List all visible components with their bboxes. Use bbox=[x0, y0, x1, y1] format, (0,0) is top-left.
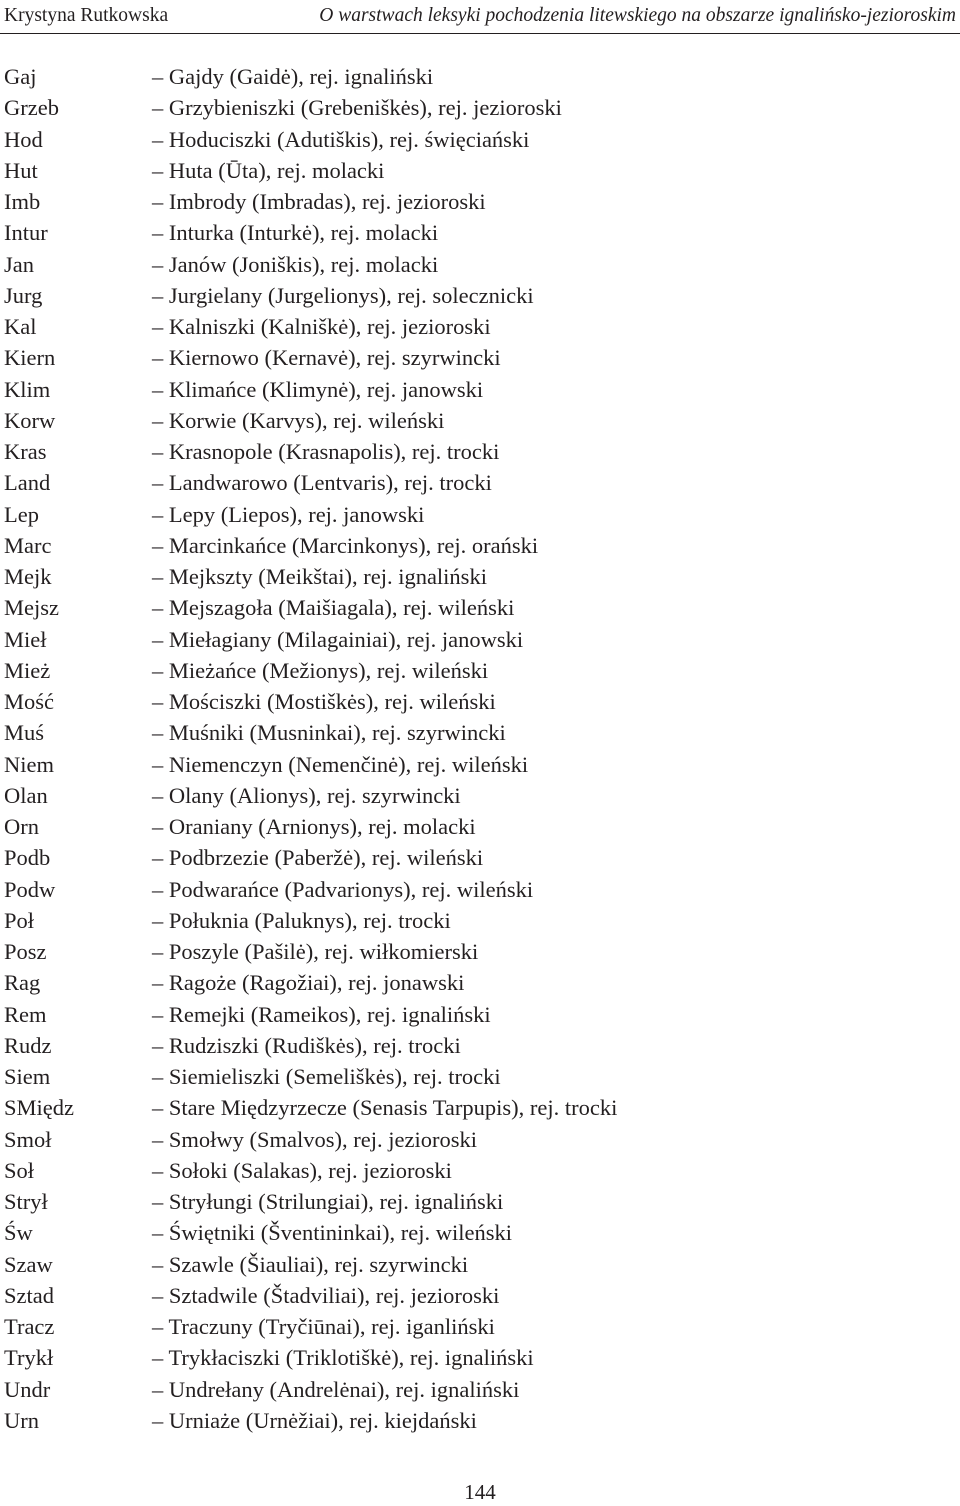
entry-abbreviation: Strył bbox=[4, 1189, 48, 1214]
list-item bbox=[0, 717, 960, 748]
list-item bbox=[0, 61, 960, 92]
list-item bbox=[0, 1061, 960, 1092]
entry-abbreviation: Kras bbox=[4, 439, 47, 464]
list-item bbox=[0, 655, 960, 686]
entry-place-name: – Poszyle (Pašilė), rej. wiłkomierski bbox=[152, 939, 479, 964]
list-item bbox=[0, 1186, 960, 1217]
entry-abbreviation: Muś bbox=[4, 720, 45, 746]
list-item bbox=[0, 686, 960, 717]
entry-abbreviation: Św bbox=[4, 1220, 33, 1246]
entry-place-name: – Ragoże (Ragožiai), rej. jonawski bbox=[152, 970, 465, 996]
entry-place-name: – Smołwy (Smalvos), rej. jezioroski bbox=[152, 1126, 477, 1152]
list-item bbox=[0, 999, 960, 1030]
list-item bbox=[0, 874, 960, 905]
entry-place-name: – Siemieliszki (Semeliškės), rej. trocki bbox=[152, 1064, 501, 1089]
list-item bbox=[0, 280, 960, 311]
list-item bbox=[0, 842, 960, 873]
entry-place-name: – Mejszagoła (Maišiagala), rej. wileński bbox=[152, 595, 515, 621]
list-item bbox=[0, 405, 960, 436]
entry-place-name: – Lepy (Liepos), rej. janowski bbox=[152, 501, 425, 527]
list-item bbox=[0, 499, 960, 530]
entry-abbreviation: Szaw bbox=[4, 1251, 53, 1277]
entry-place-name: – Mościszki (Mostiškės), rej. wileński bbox=[152, 689, 496, 714]
entry-place-name: – Klimańce (Klimynė), rej. janowski bbox=[152, 376, 484, 402]
entry-place-name: – Janów (Joniškis), rej. molacki bbox=[152, 251, 439, 277]
entry-place-name: – Grzybieniszki (Grebeniškės), rej. jezioroski bbox=[152, 95, 562, 121]
list-item bbox=[0, 1311, 960, 1342]
entry-place-name: – Sołoki (Salakas), rej. jezioroski bbox=[152, 1157, 452, 1183]
entry-place-name: – Urniaże (Urnėžiai), rej. kiejdański bbox=[152, 1407, 477, 1433]
entry-abbreviation: Intur bbox=[4, 220, 48, 246]
list-item bbox=[0, 592, 960, 623]
entry-place-name: – Świętniki (Šventininkai), rej. wileński bbox=[152, 1220, 512, 1246]
list-item bbox=[0, 217, 960, 248]
entry-abbreviation: Urn bbox=[4, 1407, 39, 1433]
entry-place-name: – Olany (Alionys), rej. szyrwincki bbox=[152, 782, 461, 808]
list-item bbox=[0, 780, 960, 811]
entry-abbreviation: Jan bbox=[4, 251, 34, 277]
list-item bbox=[0, 967, 960, 998]
entry-place-name: – Mejkszty (Meikštai), rej. ignaliński bbox=[152, 564, 487, 589]
list-item bbox=[0, 311, 960, 342]
entry-abbreviation: Hut bbox=[4, 157, 38, 183]
list-item bbox=[0, 186, 960, 217]
entry-abbreviation: Marc bbox=[4, 532, 52, 558]
list-item bbox=[0, 811, 960, 842]
entry-place-name: – Sztadwile (Štadviliai), rej. jezioroski bbox=[152, 1282, 500, 1308]
abbreviation-list bbox=[0, 61, 960, 1436]
page-number: 144 bbox=[464, 1480, 496, 1504]
entry-place-name: – Podbrzezie (Paberžė), rej. wileński bbox=[152, 845, 484, 871]
entry-place-name: – Miełagiany (Milagainiai), rej. janowski bbox=[152, 626, 524, 652]
entry-abbreviation: Mieł bbox=[4, 626, 47, 652]
entry-abbreviation: Kiern bbox=[4, 345, 56, 371]
list-item bbox=[0, 1342, 960, 1373]
entry-place-name: – Jurgielany (Jurgelionys), rej. solecznicki bbox=[152, 282, 534, 308]
list-item bbox=[0, 936, 960, 967]
list-item bbox=[0, 467, 960, 498]
entry-place-name: – Podwarańce (Padvarionys), rej. wileński bbox=[152, 876, 534, 902]
entry-abbreviation: Rag bbox=[4, 970, 41, 996]
entry-abbreviation: Grzeb bbox=[4, 95, 59, 121]
list-item bbox=[0, 1217, 960, 1248]
entry-abbreviation: Tracz bbox=[4, 1314, 55, 1339]
entry-place-name: – Huta (Ūta), rej. molacki bbox=[152, 157, 385, 183]
list-item bbox=[0, 749, 960, 780]
list-item bbox=[0, 1405, 960, 1436]
entry-abbreviation: Undr bbox=[4, 1376, 51, 1402]
list-item bbox=[0, 1124, 960, 1155]
entry-abbreviation: Soł bbox=[4, 1157, 35, 1183]
entry-place-name: – Szawle (Šiauliai), rej. szyrwincki bbox=[152, 1251, 469, 1277]
entry-abbreviation: Klim bbox=[4, 376, 51, 402]
entry-place-name: – Niemenczyn (Nemenčinė), rej. wileński bbox=[152, 751, 529, 777]
entry-place-name: – Gajdy (Gaidė), rej. ignaliński bbox=[152, 64, 434, 89]
list-item bbox=[0, 374, 960, 405]
entry-abbreviation: Mejk bbox=[4, 564, 52, 589]
list-item bbox=[0, 1155, 960, 1186]
entry-abbreviation: Siem bbox=[4, 1064, 51, 1089]
list-item bbox=[0, 561, 960, 592]
entry-abbreviation: Podb bbox=[4, 845, 51, 871]
entry-abbreviation: Smoł bbox=[4, 1126, 52, 1152]
entry-place-name: – Stryłungi (Strilungiai), rej. ignaliński bbox=[152, 1189, 504, 1214]
entry-abbreviation: Niem bbox=[4, 751, 54, 777]
entry-abbreviation: Gaj bbox=[4, 64, 37, 89]
entry-place-name: – Połuknia (Paluknys), rej. trocki bbox=[152, 907, 451, 933]
entry-abbreviation: Mość bbox=[4, 689, 54, 714]
entry-place-name: – Korwie (Karvys), rej. wileński bbox=[152, 407, 445, 433]
entry-place-name: – Undrełany (Andrelėnai), rej. ignaliński bbox=[152, 1376, 520, 1402]
entry-abbreviation: Jurg bbox=[4, 282, 43, 308]
entry-abbreviation: Orn bbox=[4, 814, 39, 839]
list-item bbox=[0, 530, 960, 561]
entry-abbreviation: Sztad bbox=[4, 1282, 54, 1308]
list-item bbox=[0, 124, 960, 155]
entry-place-name: – Stare Międzyrzecze (Senasis Tarpupis), rej. trocki bbox=[152, 1095, 618, 1121]
entry-place-name: – Rudziszki (Rudiškės), rej. trocki bbox=[152, 1032, 461, 1058]
list-item bbox=[0, 249, 960, 280]
entry-abbreviation: Kal bbox=[4, 314, 37, 339]
entry-place-name: – Oraniany (Arnionys), rej. molacki bbox=[152, 814, 476, 839]
list-item bbox=[0, 1280, 960, 1311]
entry-abbreviation: Land bbox=[4, 470, 51, 496]
entry-abbreviation: SMiędz bbox=[4, 1095, 74, 1121]
entry-place-name: – Remejki (Rameikos), rej. ignaliński bbox=[152, 1001, 491, 1027]
list-item bbox=[0, 624, 960, 655]
entry-abbreviation: Posz bbox=[4, 939, 47, 964]
entry-place-name: – Hoduciszki (Adutiškis), rej. święciański bbox=[152, 126, 530, 152]
list-item bbox=[0, 155, 960, 186]
running-head-title: O warstwach leksyki pochodzenia litewskiego na obszarze ignalińsko-jezioroskim bbox=[319, 5, 956, 26]
entry-place-name: – Kalniszki (Kalniškė), rej. jezioroski bbox=[152, 314, 491, 339]
entry-place-name: – Trykłaciszki (Triklotiškė), rej. ignaliński bbox=[152, 1345, 534, 1371]
entry-place-name: – Landwarowo (Lentvaris), rej. trocki bbox=[152, 470, 492, 496]
running-head-author: Krystyna Rutkowska bbox=[4, 5, 169, 26]
entry-abbreviation: Podw bbox=[4, 876, 56, 902]
entry-place-name: – Kiernowo (Kernavė), rej. szyrwincki bbox=[152, 345, 501, 371]
entry-abbreviation: Hod bbox=[4, 126, 43, 152]
list-item bbox=[0, 436, 960, 467]
entry-abbreviation: Olan bbox=[4, 782, 48, 808]
list-item bbox=[0, 1249, 960, 1280]
entry-abbreviation: Imb bbox=[4, 189, 41, 214]
entry-abbreviation: Mież bbox=[4, 657, 51, 683]
list-item bbox=[0, 92, 960, 123]
entry-abbreviation: Mejsz bbox=[4, 595, 59, 621]
entry-abbreviation: Rudz bbox=[4, 1032, 52, 1058]
list-item bbox=[0, 905, 960, 936]
entry-place-name: – Traczuny (Tryčiūnai), rej. iganliński bbox=[152, 1314, 495, 1339]
entry-abbreviation: Lep bbox=[4, 501, 39, 527]
entry-abbreviation: Poł bbox=[4, 907, 35, 933]
entry-abbreviation: Rem bbox=[4, 1001, 47, 1027]
entry-place-name: – Krasnopole (Krasnapolis), rej. trocki bbox=[152, 439, 500, 464]
entry-place-name: – Marcinkańce (Marcinkonys), rej. orański bbox=[152, 532, 539, 558]
list-item bbox=[0, 342, 960, 373]
entry-abbreviation: Korw bbox=[4, 407, 56, 433]
entry-place-name: – Muśniki (Musninkai), rej. szyrwincki bbox=[152, 720, 506, 746]
entry-place-name: – Mieżańce (Mežionys), rej. wileński bbox=[152, 657, 489, 683]
list-item bbox=[0, 1030, 960, 1061]
entry-place-name: – Inturka (Inturkė), rej. molacki bbox=[152, 220, 439, 246]
list-item bbox=[0, 1092, 960, 1123]
entry-abbreviation: Trykł bbox=[4, 1345, 54, 1371]
header-rule bbox=[0, 33, 960, 34]
running-head bbox=[4, 0, 956, 32]
list-item bbox=[0, 1374, 960, 1405]
entry-place-name: – Imbrody (Imbradas), rej. jezioroski bbox=[152, 189, 486, 214]
